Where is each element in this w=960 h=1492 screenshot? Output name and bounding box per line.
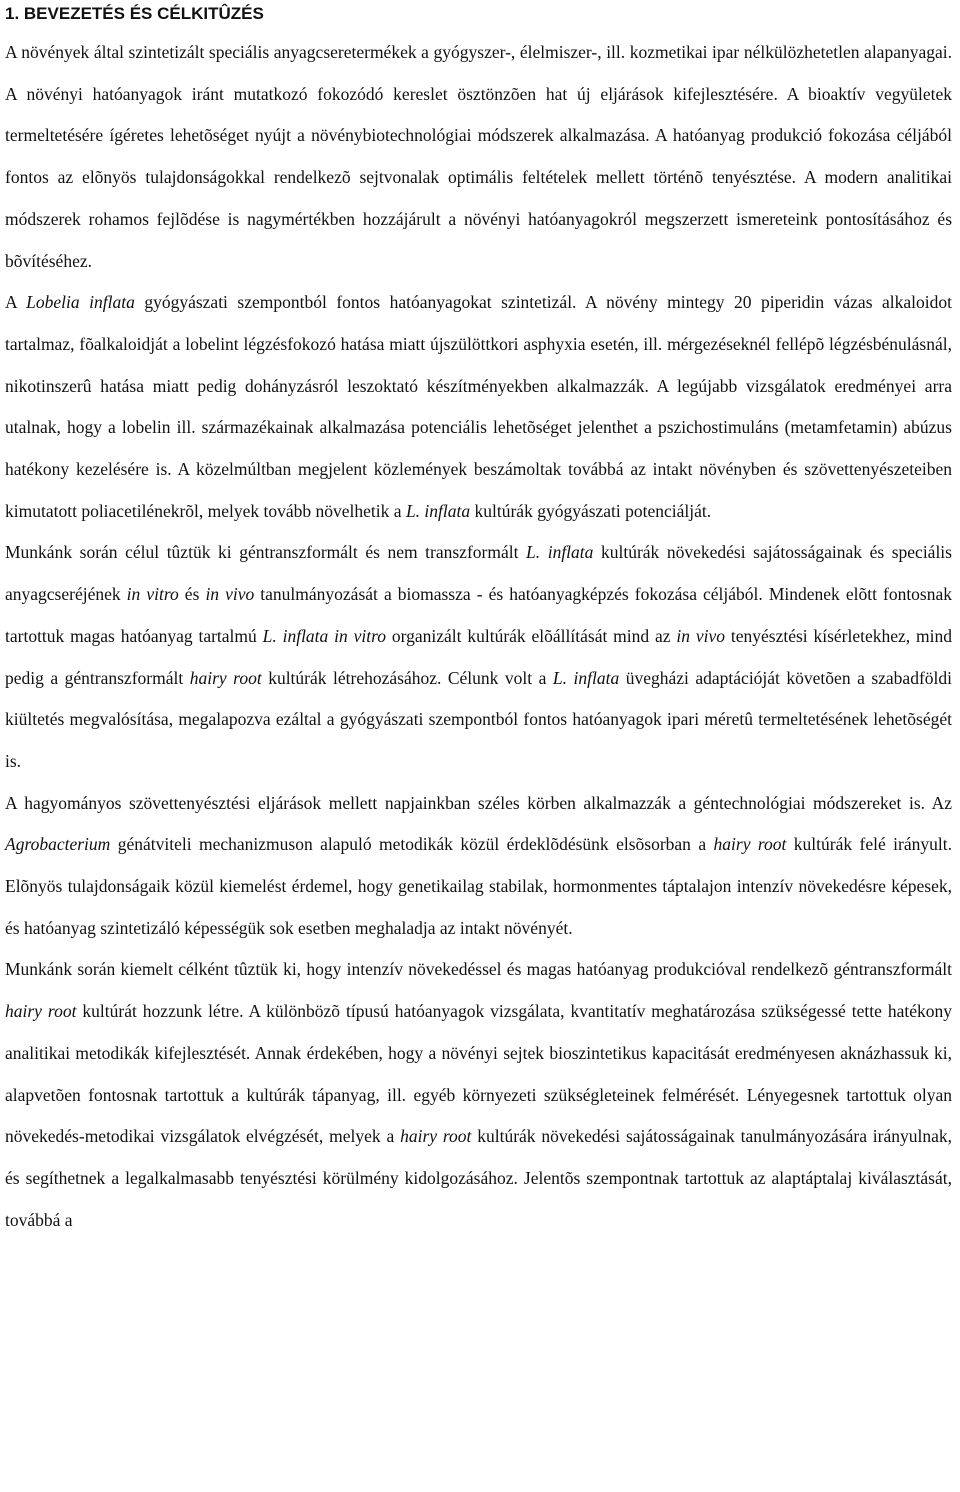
italic-term: L. inflata: [526, 542, 594, 563]
paragraph-5: [5, 949, 952, 1241]
italic-term: L. inflata in vitro: [262, 625, 387, 646]
text-run: gyógyászati szempontból fontos hatóanyagokat szintetizál. A növény mintegy 20 piperidin vázas alkaloidot tartalmaz, fõalkaloidját a lobelint légzésfokozó hatása miatt újszülöttkori asphyxia esetén, ill. mérgezéseknél fellépõ légzésbénulásnál, nikotinszerû hatása miatt pedig dohányzásról leszoktató készítményekben alkalmazzák. A legújabb vizsgálatok eredményei arra utalnak, hogy a lobelin ill. származékainak alkalmazása potenciális lehetõséget jelenthet a pszichostimuláns (metamfetamin) abúzus hatékony kezelésére is. A közelmúltban megjelent közlemények beszámoltak továbbá az intakt növényben és szövettenyészeteiben kimutatott poliacetilénekrõl, melyek tovább növelhetik a: [5, 292, 952, 521]
italic-term: in vivo: [205, 584, 255, 605]
italic-term: L. inflata: [552, 667, 620, 688]
italic-term: in vitro: [126, 584, 179, 605]
text-run: tenyésztési kísérletekhez, mind pedig a géntranszformált: [5, 625, 953, 688]
text-run: organizált kultúrák elõállítását mind az: [386, 625, 677, 646]
text-run: kultúrák növekedési sajátosságainak tanulmányozására irányulnak, és segíthetnek a legalkalmasabb tenyésztési körülmény kidolgozásához. Jelentõs szempontnak tartottuk az alaptáptalaj kiválasztását, továbbá a: [5, 1126, 953, 1230]
text-run: üvegházi adaptációját követõen a szabadföldi kiültetés megvalósítása, megalapozva ezáltal a gyógyászati szempontból fontos hatóanyagok ipari méretû termeltetésének lehetõségét is.: [5, 667, 952, 771]
text-run: A növények által szintetizált speciális anyagcseretermékek a gyógyszer-, élelmiszer-, ill. kozmetikai ipar nélkülözhetetlen alapanyagai. A növényi hatóanyagok iránt mutatkozó fokozódó kereslet ösztönzõen hat új eljárások kifejlesztésére. A bioaktív vegyületek termeltetésére ígéretes lehetõséget nyújt a növénybiotechnológiai módszerek alkalmazása. A hatóanyag produkció fokozása céljából fontos az elõnyös tulajdonságokkal rendelkezõ sejtvonalak optimális feltételek mellett történõ tenyésztése. A modern analitikai módszerek rohamos fejlõdése is nagymértékben hozzájárult a növényi hatóanyagokról megszerzett ismereteink pontosításához és bõvítéséhez.: [5, 42, 952, 271]
italic-term: hairy root: [189, 667, 262, 688]
italic-term: hairy root: [400, 1126, 472, 1147]
text-run: kultúrák felé irányult. Elõnyös tulajdonságaik közül kiemelést érdemel, hogy genetikailag stabilak, hormonmentes táptalajon intenzív növekedésre képesek, és hatóanyag szintetizáló képességük sok esetben meghaladja az intakt növényét.: [5, 834, 952, 938]
italic-term: in vivo: [676, 625, 726, 646]
body-text: [5, 32, 952, 1241]
text-run: tanulmányozását a biomassza - és hatóanyagképzés fokozása céljából. Mindenek elõtt fontosnak tartottuk magas hatóanyag tartalmú: [5, 584, 953, 646]
text-run: Munkánk során kiemelt célként tûztük ki, hogy intenzív növekedéssel és magas hatóanyag produkcióval rendelkezõ géntranszformált: [5, 959, 952, 980]
paragraph-3: [5, 532, 952, 782]
text-run: A: [5, 292, 27, 313]
text-run: kultúrák létrehozásához. Célunk volt a: [261, 667, 553, 688]
text-run: kultúrák növekedési sajátosságainak és speciális anyagcseréjének: [5, 542, 952, 605]
text-run: kultúrát hozzunk létre. A különbözõ típusú hatóanyagok vizsgálata, kvantitatív meghatározása szükségessé tette hatékony analitikai metodikák kifejlesztését. Annak érdekében, hogy a növényi sejtek bioszintetikus kapacitását eredményesen aknázhassuk ki, alapvetõen fontosnak tartottuk a kultúrák tápanyag, ill. egyéb környezeti szükségleteinek felmérését. Lényegesnek tartottuk olyan növekedés-metodikai vizsgálatok elvégzését, melyek a: [5, 1001, 952, 1147]
text-run: génátviteli mechanizmuson alapuló metodikák közül érdeklõdésünk elsõsorban a: [110, 834, 714, 855]
italic-term: Lobelia inflata: [26, 292, 135, 313]
paragraph-4: [5, 783, 952, 950]
text-run: kultúrák gyógyászati potenciálját.: [470, 500, 712, 521]
section-heading: 1. BEVEZETÉS ÉS CÉLKITÛZÉS: [5, 4, 264, 23]
italic-term: L. inflata: [405, 500, 471, 521]
text-run: és: [178, 584, 206, 605]
paragraph-1: [5, 32, 952, 282]
italic-term: hairy root: [5, 1001, 77, 1022]
text-run: A hagyományos szövettenyésztési eljárások mellett napjainkban széles körben alkalmazzák a géntechnológiai módszereket is. Az: [5, 792, 952, 813]
italic-term: hairy root: [713, 834, 787, 855]
text-run: Munkánk során célul tûztük ki géntranszformált és nem transzformált: [5, 542, 527, 563]
italic-term: Agrobacterium: [5, 834, 111, 855]
paragraph-2: [5, 282, 952, 532]
